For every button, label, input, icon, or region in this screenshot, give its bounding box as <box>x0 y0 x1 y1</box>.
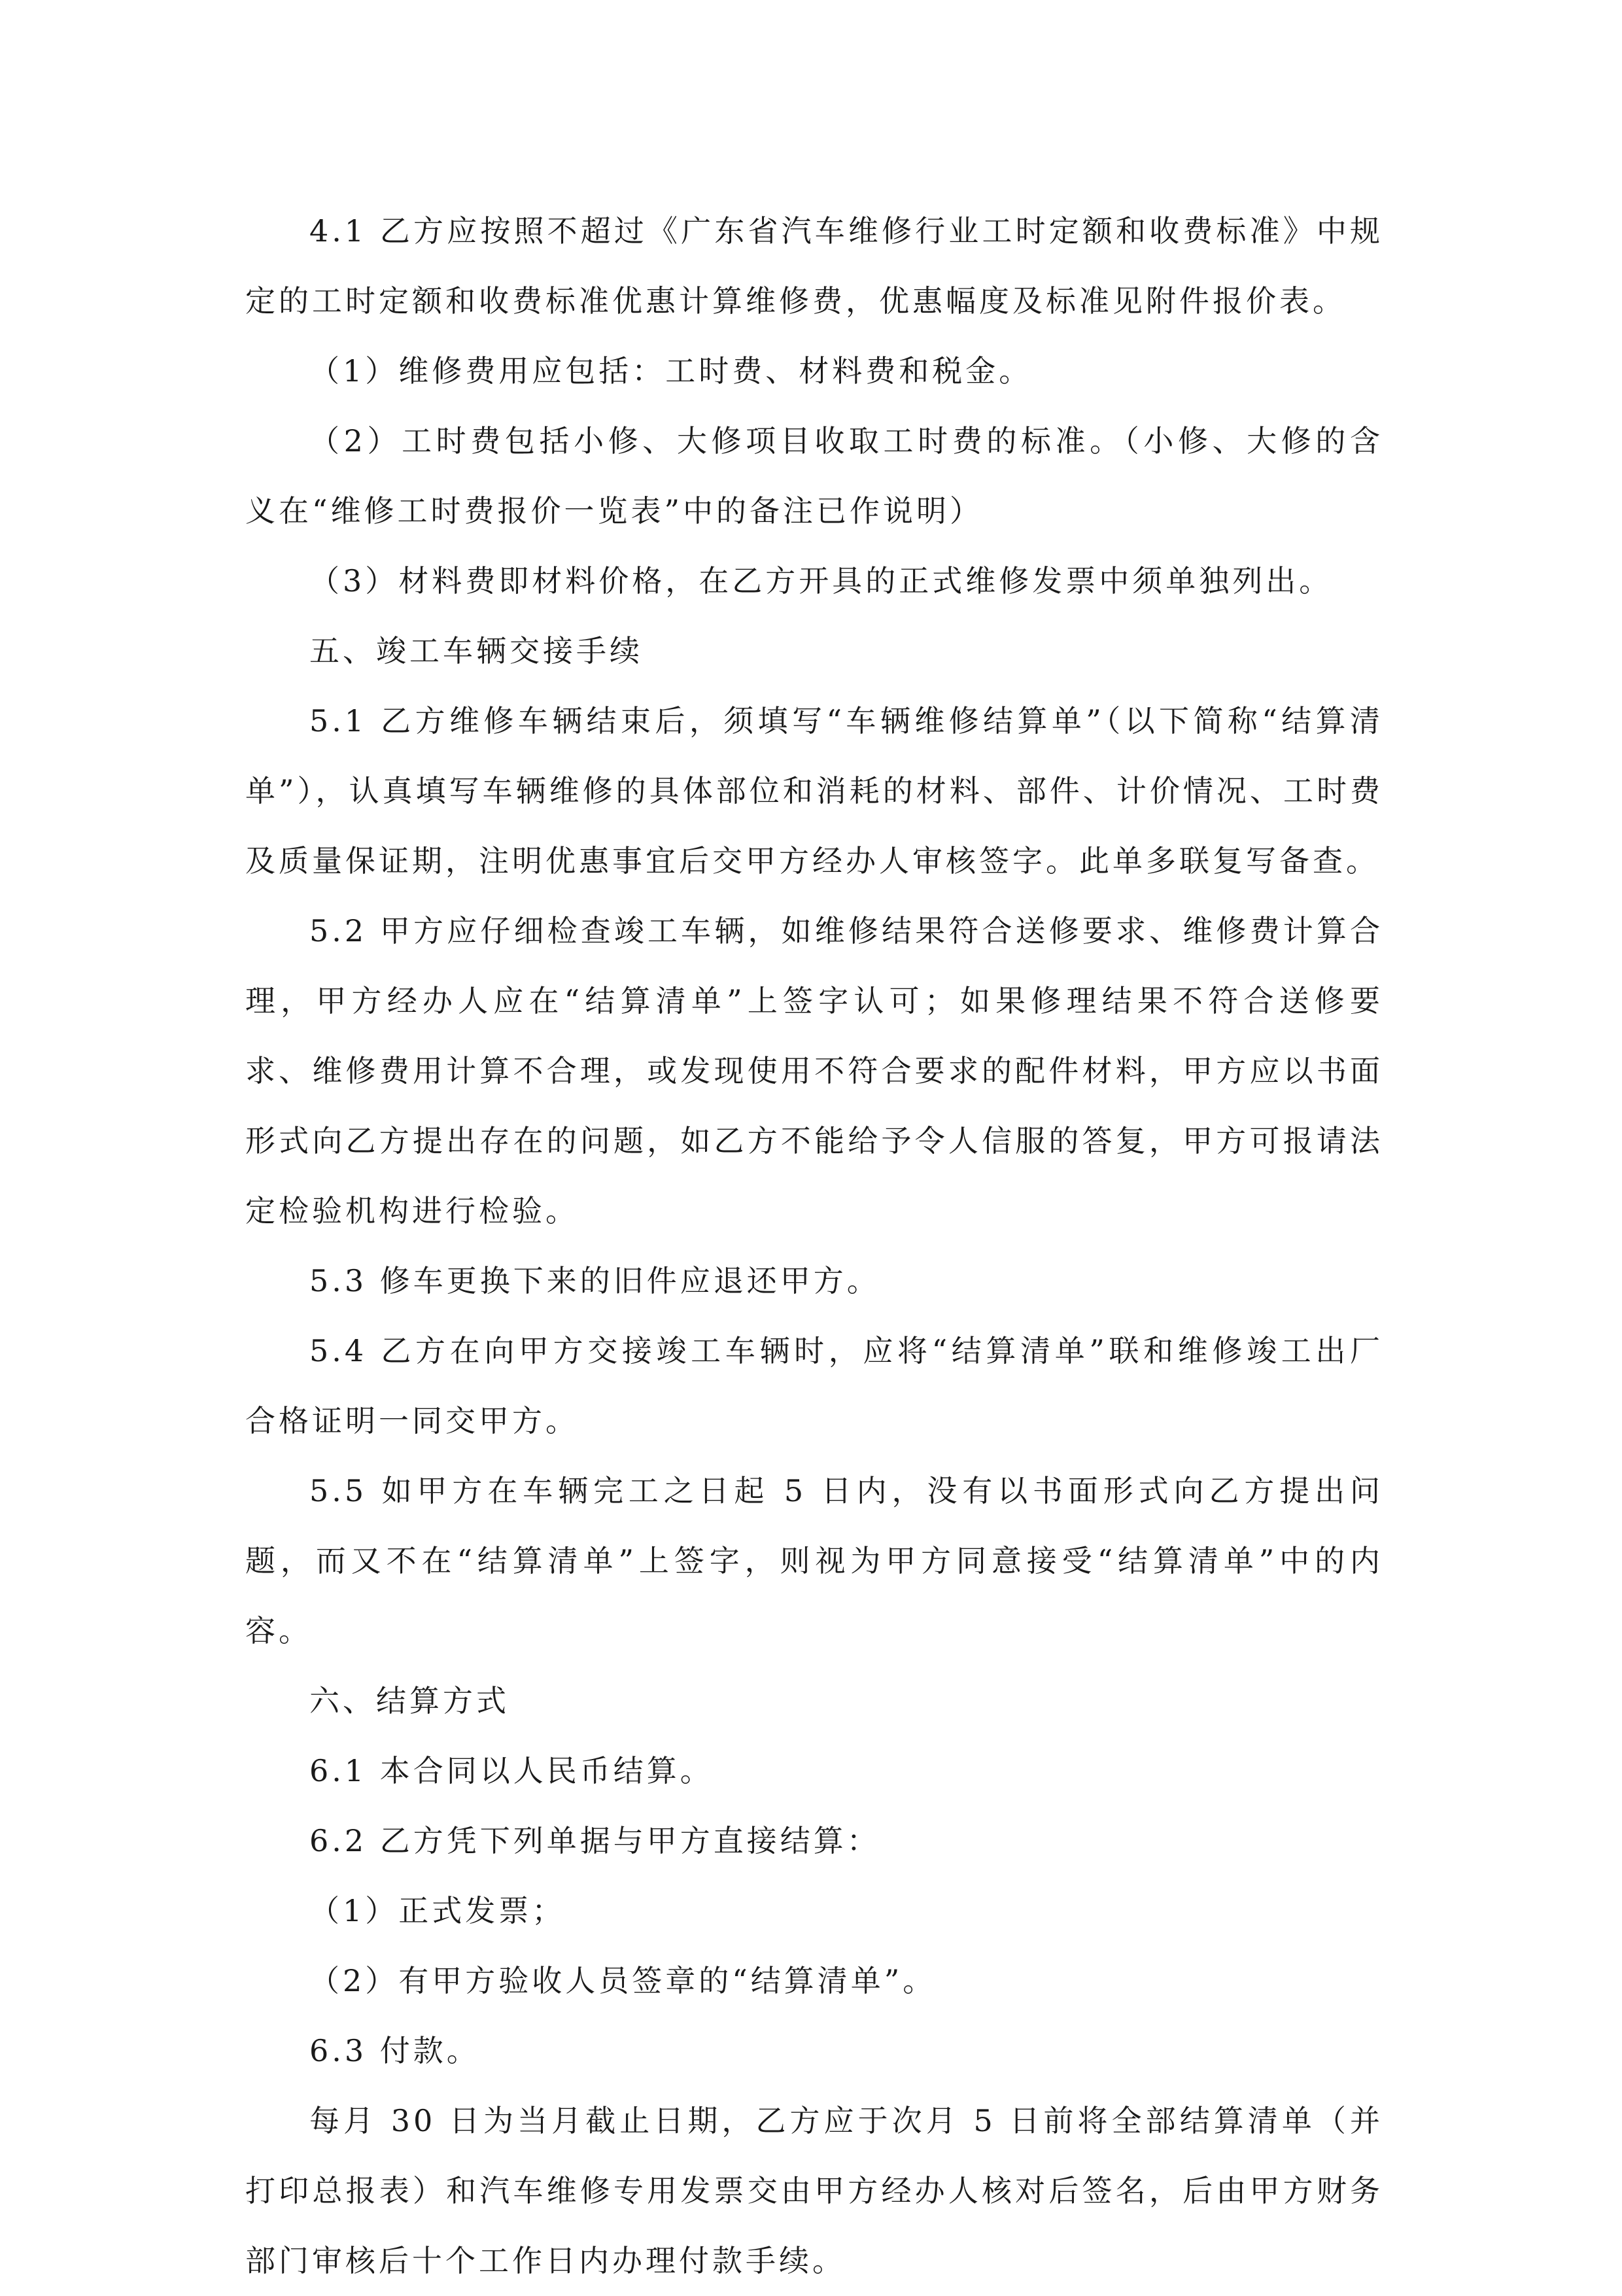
clause-4-1-item-3: （3）材料费即材料价格，在乙方开具的正式维修发票中须单独列出。 <box>309 563 1333 599</box>
clause-4-1-item-1: （1）维修费用应包括：工时费、材料费和税金。 <box>309 353 1033 389</box>
clause-6-3-detail: 每月 30 日为当月截止日期，乙方应于次月 5 日前将全部结算清单（并打印总报表）和汽车维修专用发票交由甲方经办人核对后签名，后由甲方财务部门审核后十个工作日内办理付款手续。 <box>245 2103 1383 2278</box>
clause-5-5: 5.5 如甲方在车辆完工之日起 5 日内，没有以书面形式向乙方提出问题，而又不在“结算清单”上签字，则视为甲方同意接受“结算清单”中的内容。 <box>245 1473 1383 1648</box>
contract-text <box>245 196 1383 2296</box>
clause-5-3: 5.3 修车更换下来的旧件应退还甲方。 <box>309 1263 880 1298</box>
clause-4-1: 4.1 乙方应按照不超过《广东省汽车维修行业工时定额和收费标准》中规定的工时定额和收费标准优惠计算维修费，优惠幅度及标准见附件报价表。 <box>245 213 1383 319</box>
clause-4-1-item-2: （2）工时费包括小修、大修项目收取工时费的标准。（小修、大修的含义在“维修工时费报价一览表”中的备注已作说明） <box>245 423 1383 529</box>
clause-6-2-item-2: （2）有甲方验收人员签章的“结算清单”。 <box>309 1963 937 1998</box>
clause-5-2: 5.2 甲方应仔细检查竣工车辆，如维修结果符合送修要求、维修费计算合理，甲方经办人应在“结算清单”上签字认可；如果修理结果不符合送修要求、维修费用计算不合理，或发现使用不符合要求的配件材料，甲方应以书面形式向乙方提出存在的问题，如乙方不能给予令人信服的答复，甲方可报请法定检验机构进行检验。 <box>245 913 1383 1228</box>
clause-6-2-item-1: （1）正式发票； <box>309 1893 566 1928</box>
clause-5-1: 5.1 乙方维修车辆结束后，须填写“车辆维修结算单”（以下简称“结算清单”），认真填写车辆维修的具体部位和消耗的材料、部件、计价情况、工时费及质量保证期，注明优惠事宜后交甲方经办人审核签字。此单多联复写备查。 <box>245 703 1383 878</box>
section-5-heading: 五、竣工车辆交接手续 <box>309 633 643 669</box>
clause-6-1: 6.1 本合同以人民币结算。 <box>309 1753 714 1788</box>
section-6-heading: 六、结算方式 <box>309 1683 509 1718</box>
clause-6-2: 6.2 乙方凭下列单据与甲方直接结算： <box>309 1823 880 1858</box>
clause-6-3: 6.3 付款。 <box>309 2033 480 2068</box>
clause-5-4: 5.4 乙方在向甲方交接竣工车辆时，应将“结算清单”联和维修竣工出厂合格证明一同交甲方。 <box>245 1333 1383 1438</box>
